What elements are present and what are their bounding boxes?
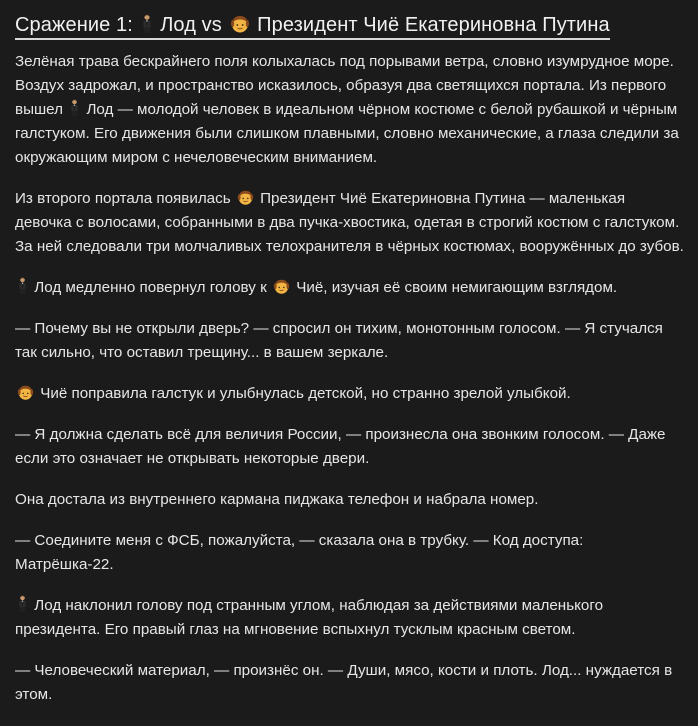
paragraph-7: Она достала из внутреннего кармана пиджака телефон и набрала номер. <box>15 491 539 508</box>
vs-label: vs <box>195 14 228 36</box>
man-in-suit-icon <box>17 595 28 613</box>
battle-title-prefix: Сражение 1: <box>15 14 139 36</box>
man-in-suit-icon <box>141 14 153 34</box>
paragraph-1-text: Зелёная трава бескрайнего поля колыхалась под порывами ветра, словно изумрудное море. Воздух задрожал, и пространство исказилось, образуя два светящихся портала. Из первого вышел <box>15 53 674 118</box>
fighter2-name: Президент Чиё Екатериновна Путина <box>257 14 610 36</box>
fighter1-name: Лод <box>160 14 196 36</box>
paragraph-2-text: Из второго портала появилась <box>15 190 231 207</box>
man-in-suit-icon <box>69 99 80 117</box>
paragraph-10: — Человеческий материал, — произнёс он. — Души, мясо, кости и плоть. Лод... нуждается в этом. <box>15 662 673 703</box>
girl-icon <box>230 14 250 34</box>
paragraph-6: — Я должна сделать всё для величия России, — произнесла она звонким голосом. — Даже если это означает не открывать некоторые двери. <box>15 426 666 467</box>
paragraph-5 <box>15 382 684 406</box>
paragraph-3-text: Лод медленно повернул голову к <box>34 279 267 296</box>
paragraph-9-text: Лод наклонил голову под странным углом, наблюдая за действиями маленького президента. Его правый глаз на мгновение вспыхнул тусклым красным светом. <box>15 597 604 638</box>
man-in-suit-icon <box>17 277 28 295</box>
paragraph-2-text-b: Президент Чиё Екатериновна Путина — маленькая девочка с волосами, собранными в два пучка-хвостика, одетая в строгий костюм с галстуком. За ней следовали три молчаливых телохранителя в чёрных костюмах, вооружённых до зубов. <box>15 190 684 255</box>
paragraph-2 <box>15 187 684 259</box>
girl-icon <box>237 189 254 206</box>
paragraph-1 <box>15 50 684 170</box>
battle-title-underline <box>15 12 610 40</box>
paragraph-3-text-b: Чиё, изучая её своим немигающим взглядом. <box>296 279 618 296</box>
battle-title <box>15 12 684 40</box>
paragraph-9 <box>15 594 684 642</box>
girl-icon <box>273 278 290 295</box>
girl-icon <box>17 384 34 401</box>
paragraph-5-text: Чиё поправила галстук и улыбнулась детской, но странно зрелой улыбкой. <box>40 385 571 402</box>
paragraph-1-text-b: Лод — молодой человек в идеальном чёрном костюме с белой рубашкой и чёрным галстуком. Его движения были слишком плавными, словно механические, а глаза следили за окружающим миром с нечеловеческим вниманием. <box>15 101 679 166</box>
paragraph-4: — Почему вы не открыли дверь? — спросил он тихим, монотонным голосом. — Я стучался так сильно, что оставил трещину... в вашем зеркале. <box>15 320 663 361</box>
paragraph-3 <box>15 276 684 300</box>
story-text <box>15 50 684 707</box>
paragraph-8: — Соедините меня с ФСБ, пожалуйста, — сказала она в трубку. — Код доступа: Матрёшка-22. <box>15 532 584 573</box>
